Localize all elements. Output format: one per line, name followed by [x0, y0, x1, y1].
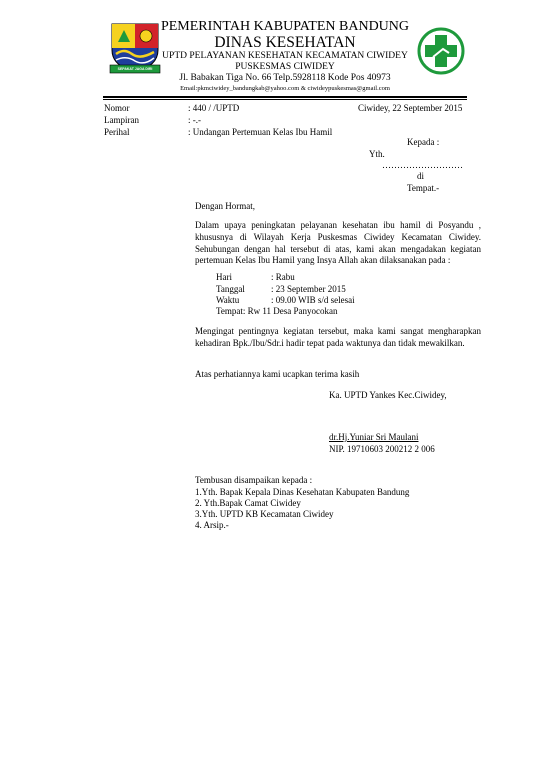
puskesmas-logo	[417, 27, 465, 75]
detail-hari-value: : Rabu	[271, 272, 295, 282]
closing-line: Atas perhatiannya kami ucapkan terima kasih	[195, 369, 360, 379]
tembusan-item: 4. Arsip.-	[195, 520, 229, 530]
logo-ribbon-text: SEPAKAT JAGA DIRI	[117, 67, 153, 71]
detail-waktu-label: Waktu	[216, 295, 240, 305]
lampiran-value: : -.-	[188, 115, 201, 125]
tembusan-heading: Tembusan disampaikan kepada :	[195, 475, 313, 485]
perihal-label: Perihal	[104, 127, 130, 137]
nomor-value: : 440 / /UPTD	[188, 103, 240, 113]
signature-title: Ka. UPTD Yankes Kec.Ciwidey,	[329, 390, 447, 400]
recipient-tempat: Tempat.-	[407, 183, 440, 193]
signature-nip: NIP. 19710603 200212 2 006	[329, 444, 435, 454]
paragraph-intro: Dalam upaya peningkatan pelayanan kesehatan ibu hamil di Posyandu , khususnya di Wilayah Kerja Puskesmas Ciwidey Kecamatan Ciwidey. Sehubungan dengan hal tersebut di atas, kami akan mengadakan kegiatan pertemuan Kelas Ibu Hamil yang Insya Allah akan dilaksanakan pada :	[195, 220, 481, 266]
signature-name: dr.Hj.Yuniar Sri Maulani	[329, 432, 419, 442]
detail-waktu-value: : 09.00 WIB s/d selesai	[271, 295, 355, 305]
kabupaten-bandung-logo	[108, 20, 162, 76]
header-line-pemerintah: PEMERINTAH KABUPATEN BANDUNG	[160, 19, 410, 34]
tembusan-item: 2. Yth.Bapak Camat Ciwidey	[195, 498, 301, 508]
header-email: Email:pkmciwidey_bandungkab@yahoo.com & ciwideypuskesmas@gmail.com	[180, 85, 390, 92]
detail-tempat: Tempat: Rw 11 Desa Panyocokan	[216, 306, 338, 316]
header-line-uptd: UPTD PELAYANAN KESEHATAN KECAMATAN CIWIDEY	[162, 51, 408, 61]
header-line-puskesmas: PUSKESMAS CIWIDEY	[235, 62, 335, 72]
greeting: Dengan Hormat,	[195, 201, 255, 211]
perihal-value: : Undangan Pertemuan Kelas Ibu Hamil	[188, 127, 333, 137]
recipient-di: di	[417, 171, 425, 181]
paragraph-request: Mengingat pentingnya kegiatan tersebut, maka kami sangat mengharapkan kehadiran Bpk./Ibu/Sdr.i hadir tepat pada waktunya dan tidak mewakilkan.	[195, 326, 481, 348]
recipient-yth: Yth.	[369, 149, 385, 159]
detail-tanggal-value: : 23 September 2015	[271, 284, 346, 294]
detail-hari-label: Hari	[216, 272, 232, 282]
lampiran-label: Lampiran	[104, 115, 139, 125]
letter-date: Ciwidey, 22 September 2015	[358, 103, 463, 113]
tembusan-item: 1.Yth. Bapak Kepala Dinas Kesehatan Kabupaten Bandung	[195, 487, 410, 497]
nomor-label: Nomor	[104, 103, 130, 113]
tembusan-item: 3.Yth. UPTD KB Kecamatan Ciwidey	[195, 509, 334, 519]
detail-tanggal-label: Tanggal	[216, 284, 245, 294]
recipient-kepada: Kepada :	[407, 137, 440, 147]
header-address: Jl. Babakan Tiga No. 66 Telp.5928118 Kode Pos 40973	[179, 73, 391, 83]
header-divider-thick	[103, 96, 467, 98]
header-line-dinas: DINAS KESEHATAN	[214, 34, 356, 51]
recipient-dots: ………………………	[382, 160, 463, 170]
header-divider-thin	[103, 99, 467, 100]
